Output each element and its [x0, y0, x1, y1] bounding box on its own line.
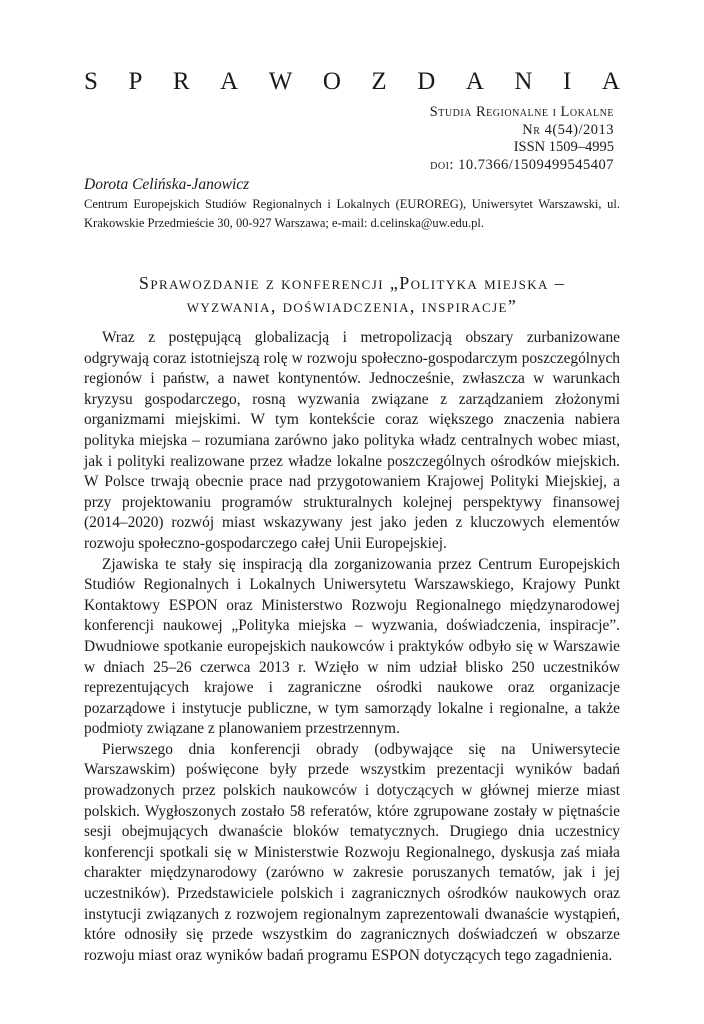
- journal-issue: Nr 4(54)/2013: [522, 121, 614, 138]
- section-letter: A: [601, 68, 620, 95]
- author-name: Dorota Celińska-Janowicz: [84, 176, 250, 193]
- body-paragraph: Zjawiska te stały się inspiracją dla zorganizowania przez Centrum Europejskich Studiów Regionalnych i Lokalnych Uniwersytetu Warszawskiego, Krajowy Punkt Kontaktowy ESPON oraz Ministerstwo Rozwoju Regionalnego międzynarodowej konferencji naukowej „Polityka miejska – wyzwania, doświadczenia, inspiracje”. Dwudniowe spotkanie europejskich naukowców i praktyków odbyło się w Warszawie w dniach 25–26 czerwca 2013 r. Wzięło w nim udział blisko 250 uczestników reprezentujących krajowe i zagraniczne ośrodki naukowe oraz organizacje pozarządowe i instytucje publiczne, w tym samorządy lokalne i regionalne, a także podmioty związane z planowaniem przestrzennym.: [84, 555, 620, 738]
- article-title-line: wyzwania, doświadczenia, inspiracje”: [186, 296, 518, 316]
- section-letter: S: [84, 68, 98, 95]
- section-header: [84, 66, 620, 98]
- section-letter: N: [514, 68, 533, 95]
- journal-info: [430, 104, 614, 174]
- article-title-line: Sprawozdanie z konferencji „Polityka miejska –: [138, 273, 566, 293]
- section-letter: R: [172, 68, 190, 95]
- section-letter: D: [417, 68, 436, 95]
- body-paragraph: Pierwszego dnia konferencji obrady (odbywające się na Uniwersytecie Warszawskim) poświęcone były przede wszystkim prezentacji wyników badań prowadzonych przez polskich naukowców i dotyczących w głównej mierze miast polskich. Wygłoszonych zostało 58 referatów, które zgrupowane zostały w piętnaście sesji obejmujących dwanaście bloków tematycznych. Drugiego dnia uczestnicy konferencji spotkali się w Ministerstwie Rozwoju Regionalnego, dyskusja zaś miała charakter międzynarodowy (zarówno w zakresie poruszanych tematów, jak i jej uczestników). Przedstawiciele polskich i zagranicznych ośrodków naukowych oraz instytucji związanych z rozwojem regionalnym zaprezentowali dwanaście wystąpień, które odnosiły się przede wszystkim do zagranicznych doświadczeń w obszarze rozwoju miast oraz wyników badań programu ESPON dotyczących tego zagadnienia.: [84, 740, 620, 964]
- section-letter: Z: [371, 68, 387, 95]
- journal-name: Studia Regionalne i Lokalne: [429, 104, 614, 120]
- journal-doi: doi: 10.7366/1509499545407: [430, 156, 614, 173]
- author-affiliation: Centrum Europejskich Studiów Regionalnych i Lokalnych (EUROREG), Uniwersytet Warszawski, ul. Krakowskie Przedmieście 30, 00-927 Warszawa; e-mail: d.celinska@uw.edu.pl.: [84, 197, 620, 230]
- section-letter: I: [563, 68, 572, 95]
- section-letter: W: [268, 68, 293, 95]
- section-letter: A: [220, 68, 239, 95]
- body-paragraph: Wraz z postępującą globalizacją i metropolizacją obszary zurbanizowane odgrywają coraz istotniejszą rolę w rozwoju społeczno-gospodarczym poszczególnych regionów i państw, a nawet kontynentów. Jednocześnie, zwłaszcza w warunkach kryzysu gospodarczego, rosną wyzwania związane z zarządzaniem złożonymi organizmami miejskimi. W tym kontekście coraz większego znaczenia nabiera polityka miejska – rozumiana zarówno jako polityka władz centralnych wobec miast, jak i polityki realizowane przez władze lokalne poszczególnych ośrodków miejskich. W Polsce trwają obecnie prace nad przygotowaniem Krajowej Polityki Miejskiej, a przy projektowaniu programów strukturalnych kolejnej perspektywy finansowej (2014–2020) rozwój miast wskazywany jest jako jeden z kluczowych elementów rozwoju społeczno-gospodarczego całej Unii Europejskiej.: [84, 329, 620, 552]
- journal-issn: ISSN 1509–4995: [513, 139, 614, 155]
- article-title: [84, 272, 620, 318]
- article-body: [84, 328, 620, 966]
- section-letter: O: [322, 68, 341, 95]
- section-letter: A: [465, 68, 484, 95]
- section-letter: P: [128, 68, 143, 95]
